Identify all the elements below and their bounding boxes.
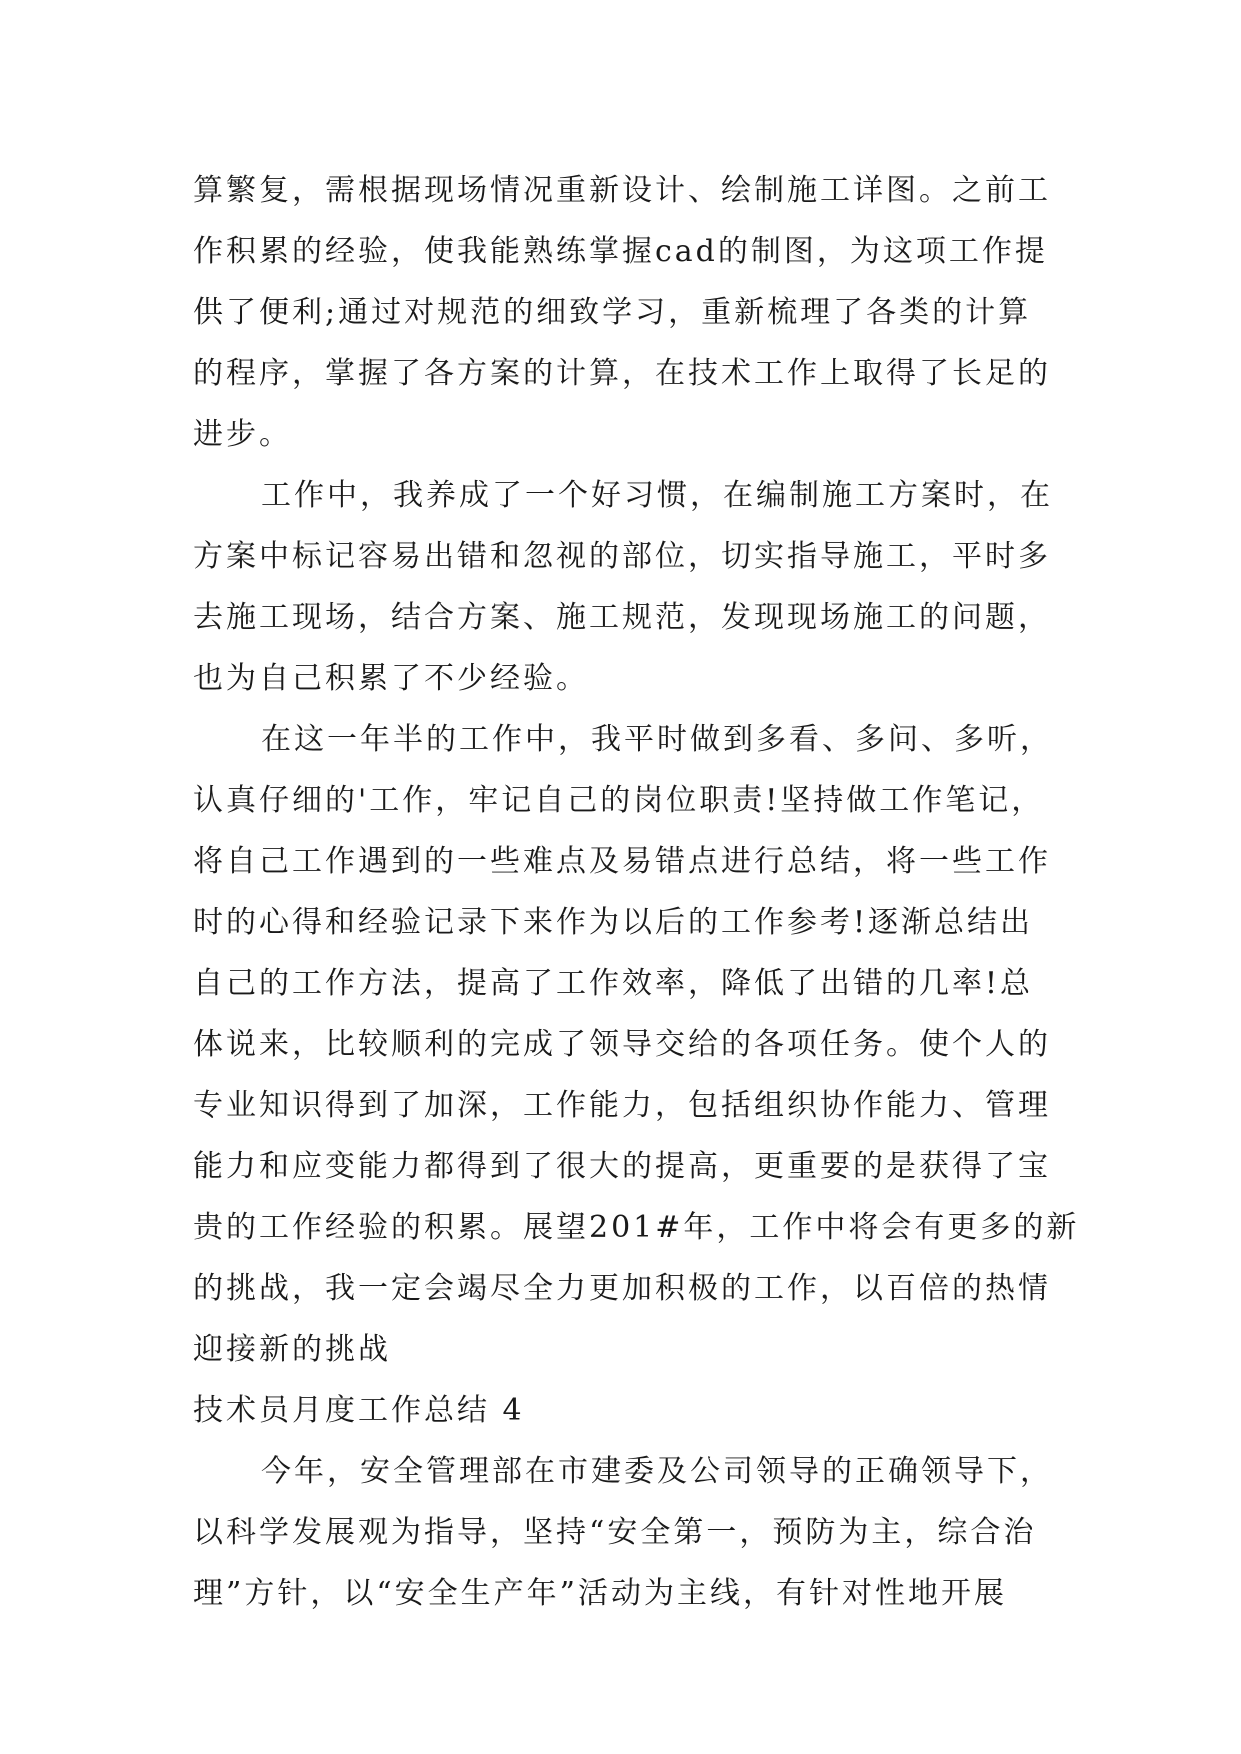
paragraph-4 [193, 1441, 1073, 1624]
text-line: 工作中，我养成了一个好习惯，在编制施工方案时，在 [261, 478, 1053, 513]
paragraph-3 [193, 709, 1080, 1380]
text-line: 自己的工作方法，提高了工作效率，降低了出错的几率!总 [193, 966, 1034, 1001]
text-line: 作积累的经验，使我能熟练掌握cad的制图，为这项工作提 [193, 234, 1048, 269]
text-line: 专业知识得到了加深，工作能力，包括组织协作能力、管理 [193, 1088, 1051, 1123]
text-line: 贵的工作经验的积累。展望201#年，工作中将会有更多的新 [193, 1210, 1080, 1245]
text-line: 方案中标记容易出错和忽视的部位，切实指导施工，平时多 [193, 539, 1051, 574]
text-line: 时的心得和经验记录下来作为以后的工作参考!逐渐总结出 [193, 905, 1034, 940]
text-line: 迎接新的挑战 [193, 1332, 391, 1367]
text-line: 的程序，掌握了各方案的计算，在技术工作上取得了长足的 [193, 356, 1051, 391]
text-line: 将自己工作遇到的一些难点及易错点进行总结，将一些工作 [193, 844, 1051, 879]
text-line: 进步。 [193, 417, 292, 452]
text-line: 体说来，比较顺利的完成了领导交给的各项任务。使个人的 [193, 1027, 1051, 1062]
text-line: 今年，安全管理部在市建委及公司领导的正确领导下， [261, 1454, 1053, 1489]
paragraph-2 [193, 465, 1073, 709]
text-line: 能力和应变能力都得到了很大的提高，更重要的是获得了宝 [193, 1149, 1051, 1184]
paragraph-1 [193, 160, 1073, 465]
document-body [193, 160, 1080, 1624]
section-heading: 技术员月度工作总结 4 [193, 1393, 525, 1428]
text-line: 供了便利;通过对规范的细致学习，重新梳理了各类的计算 [193, 295, 1032, 330]
text-line: 去施工现场，结合方案、施工规范，发现现场施工的问题， [193, 600, 1051, 635]
text-line: 的挑战，我一定会竭尽全力更加积极的工作，以百倍的热情 [193, 1271, 1051, 1306]
text-line: 理”方针，以“安全生产年”活动为主线，有针对性地开展 [193, 1576, 1008, 1611]
text-line: 也为自己积累了不少经验。 [193, 661, 589, 696]
text-line: 在这一年半的工作中，我平时做到多看、多问、多听， [261, 722, 1053, 757]
text-line: 认真仔细的'工作，牢记自己的岗位职责!坚持做工作笔记， [193, 783, 1045, 818]
text-line: 算繁复，需根据现场情况重新设计、绘制施工详图。之前工 [193, 173, 1051, 208]
text-line: 以科学发展观为指导，坚持“安全第一，预防为主，综合治 [193, 1515, 1037, 1550]
